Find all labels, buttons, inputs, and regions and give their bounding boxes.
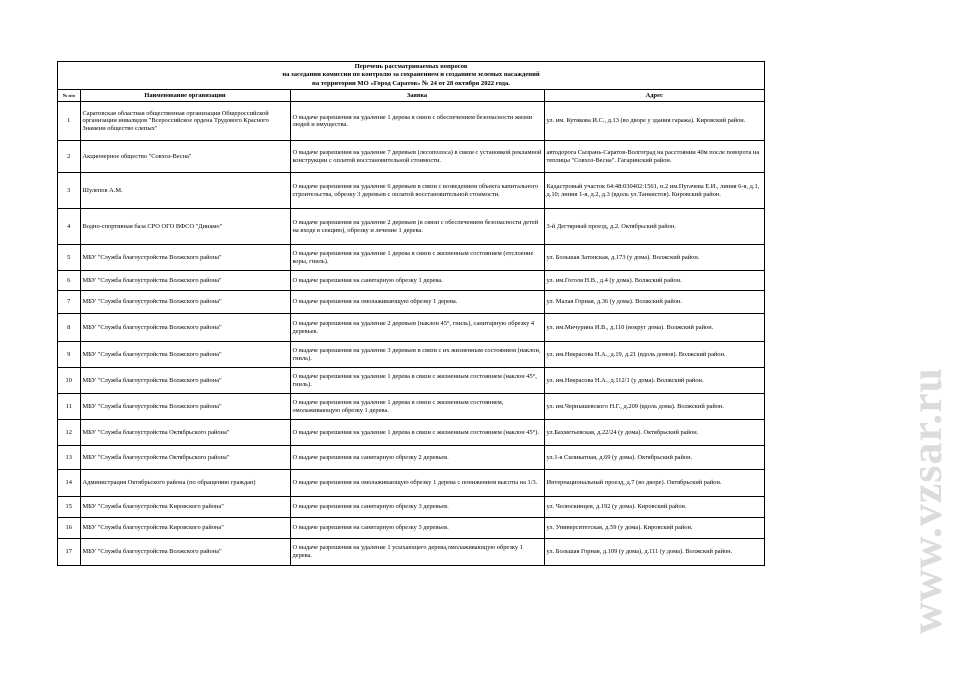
row-organization: МБУ "Служба благоустройства Волжского района" [80,394,290,420]
row-organization: МБУ "Служба благоустройства Волжского района" [80,245,290,271]
document-title [58,62,764,90]
table-row [58,446,764,470]
row-address: Интернациональный проезд, д.7 (во дворе). Октябрьский район. [544,470,764,497]
row-address: ул.1-я Силикатная, д.69 (у дома). Октябрьский район. [544,446,764,470]
row-address: ул. Большая Затонская, д.173 (у дома). Волжский район. [544,245,764,271]
row-request: О выдаче разрешения на санитарную обрезку 3 деревьев. [290,497,544,518]
row-request: О выдаче разрешения на удаление 1 дерева в связи с жизненным состоянием (наклон 45°, гниль). [290,368,544,394]
table-row [58,245,764,271]
row-request: О выдаче разрешения на удаление 6 деревьев в связи с возведением объекта капитального строительства, обрезку 3 деревьев с оплатой восстановительной стоимости. [290,173,544,209]
row-address: ул. Университетская, д.59 (у дома). Кировский район. [544,518,764,539]
row-address: 3-й Дегтярный проезд, д.2. Октябрьский район. [544,209,764,245]
title-line-1: Перечень рассматриваемых вопросов [354,63,468,70]
title-line-3: на территории МО «Город Саратов» № 24 от 28 октября 2022 года. [312,79,510,87]
table-row [58,209,764,245]
row-organization: Водно-спортивная база СРО ОГО ВФСО "Динамо" [80,209,290,245]
row-address: ул. им.Гоголя Н.В., д.4 (у дома). Волжский район. [544,271,764,291]
row-organization: МБУ "Служба благоустройства Волжского района" [80,539,290,565]
row-number: 4 [58,209,80,245]
row-number: 11 [58,394,80,420]
row-request: О выдаче разрешения на удаление 1 дерева в связи с обеспечением безопасности жизни людей и имущества. [290,102,544,141]
row-organization: Саратовская областная общественная организация Общероссийской организации инвалидов "Всероссийское ордена Трудового Красного Знамени общество слепых" [80,102,290,141]
row-request: О выдаче разрешения на удаление 1 дерева в связи с жизненным состоянием (отслоение коры, гниль). [290,245,544,271]
table-row [58,497,764,518]
table-row [58,420,764,446]
row-number: 17 [58,539,80,565]
table-row [58,291,764,314]
row-number: 2 [58,141,80,173]
row-address: автодорога Сызрань-Саратов-Волгоград на расстоянии 40м после поворота на теплицы "Совхоз-Весна". Гагаринский район. [544,141,764,173]
row-number: 14 [58,470,80,497]
row-organization: МБУ "Служба благоустройства Октябрьского района" [80,420,290,446]
row-organization: МБУ "Служба благоустройства Волжского района" [80,314,290,342]
watermark-text: www.vzsar.ru [902,366,952,634]
site-watermark [903,335,951,665]
row-address: ул. Большая Горная, д.109 (у дома), д.111 (у дома). Волжский район. [544,539,764,565]
row-number: 16 [58,518,80,539]
row-number: 8 [58,314,80,342]
row-address: Кадастровый участок 64:48:030402:1561, п.2 им.Пугачева Е.И., линия 6-я, д.1, д.10; линия 1-я, д.2, д.3 (вдоль ул.Танкистов). Кировский район. [544,173,764,209]
row-number: 6 [58,271,80,291]
row-organization: МБУ "Служба благоустройства Волжского района" [80,368,290,394]
row-number: 13 [58,446,80,470]
table-row [58,394,764,420]
header-address: Адрес [544,90,764,102]
row-request: О выдаче разрешения на омолаживающую обрезку 1 дерева с понижением высоты на 1/3. [290,470,544,497]
table-row [58,342,764,368]
row-request: О выдаче разрешения на удаление 3 деревьев в связи с их жизненным состоянием (наклон, гниль). [290,342,544,368]
row-number: 12 [58,420,80,446]
requests-table [58,90,764,565]
row-request: О выдаче разрешения на санитарную обрезку 2 деревьев. [290,446,544,470]
row-request: О выдаче разрешения на удаление 1 дерева в связи с жизненным состоянием (наклон 45°). [290,420,544,446]
table-row [58,141,764,173]
header-request: Заявка [290,90,544,102]
table-row [58,518,764,539]
row-request: О выдаче разрешения на санитарную обрезку 1 дерева. [290,271,544,291]
row-organization: Шулепов А.М. [80,173,290,209]
row-request: О выдаче разрешения на удаление 1 усыхающего дерева,омолаживающую обрезку 1 дерева. [290,539,544,565]
table-row [58,271,764,291]
row-request: О выдаче разрешения на удаление 7 деревьев (лесополоса) в связи с установкой рекламной конструкции с оплатой восстановительной стоимости. [290,141,544,173]
row-number: 1 [58,102,80,141]
row-organization: МБУ "Служба благоустройства Октябрьского района" [80,446,290,470]
table-row [58,470,764,497]
row-request: О выдаче разрешения на удаление 2 деревьев (в связи с обеспечением безопасности детей на входе в секцию), обрезку и лечение 1 дерева. [290,209,544,245]
row-organization: МБУ "Служба благоустройства Кировского района" [80,497,290,518]
row-address: ул. им.Некрасова Н.А., д.19, д.21 (вдоль домов). Волжский район. [544,342,764,368]
row-number: 5 [58,245,80,271]
row-address: ул.Бахметьевская, д.22/24 (у дома). Октябрьский район. [544,420,764,446]
row-address: ул. им. Кутякова И.С., д.13 (во дворе у здания гаража). Кировский район. [544,102,764,141]
row-address: ул. им.Мичурина И.В., д.110 (вокруг дома). Волжский район. [544,314,764,342]
row-number: 9 [58,342,80,368]
row-organization: МБУ "Служба благоустройства Волжского района" [80,342,290,368]
row-number: 10 [58,368,80,394]
row-request: О выдаче разрешения на удаление 2 деревьев (наклон 45°, гниль), санитарную обрезку 4 деревьев. [290,314,544,342]
table-row [58,539,764,565]
header-num: № п/п [58,90,80,102]
row-number: 7 [58,291,80,314]
row-organization: Администрация Октябрьского района (по обращению граждан) [80,470,290,497]
row-organization: МБУ "Служба благоустройства Кировского района" [80,518,290,539]
row-address: ул. им.Чернышевского Н.Г., д.209 (вдоль дома). Волжский район. [544,394,764,420]
title-line-2: на заседании комиссии по контролю за сохранением и созданием зеленых насаждений [282,71,540,79]
row-address: ул. Челюскинцев, д.192 (у дома). Кировский район. [544,497,764,518]
row-number: 15 [58,497,80,518]
header-organization: Наименование организации [80,90,290,102]
table-row [58,314,764,342]
row-number: 3 [58,173,80,209]
document-sheet [57,61,765,566]
row-address: ул. им.Некрасова Н.А., д.112/1 (у дома). Волжский район. [544,368,764,394]
table-header-row [58,90,764,102]
row-address: ул. Малая Горная, д.36 (у дома). Волжский район. [544,291,764,314]
row-request: О выдаче разрешения на омолаживающую обрезку 1 дерева. [290,291,544,314]
row-organization: МБУ "Служба благоустройства Волжского района" [80,271,290,291]
table-row [58,368,764,394]
table-row [58,102,764,141]
row-request: О выдаче разрешения на санитарную обрезку 3 деревьев. [290,518,544,539]
row-organization: Акционерное общество "Совхоз-Весна" [80,141,290,173]
table-row [58,173,764,209]
row-request: О выдаче разрешения на удаление 1 дерева в связи с жизненным состоянием, омолаживающую обрезку 1 дерева. [290,394,544,420]
row-organization: МБУ "Служба благоустройства Волжского района" [80,291,290,314]
